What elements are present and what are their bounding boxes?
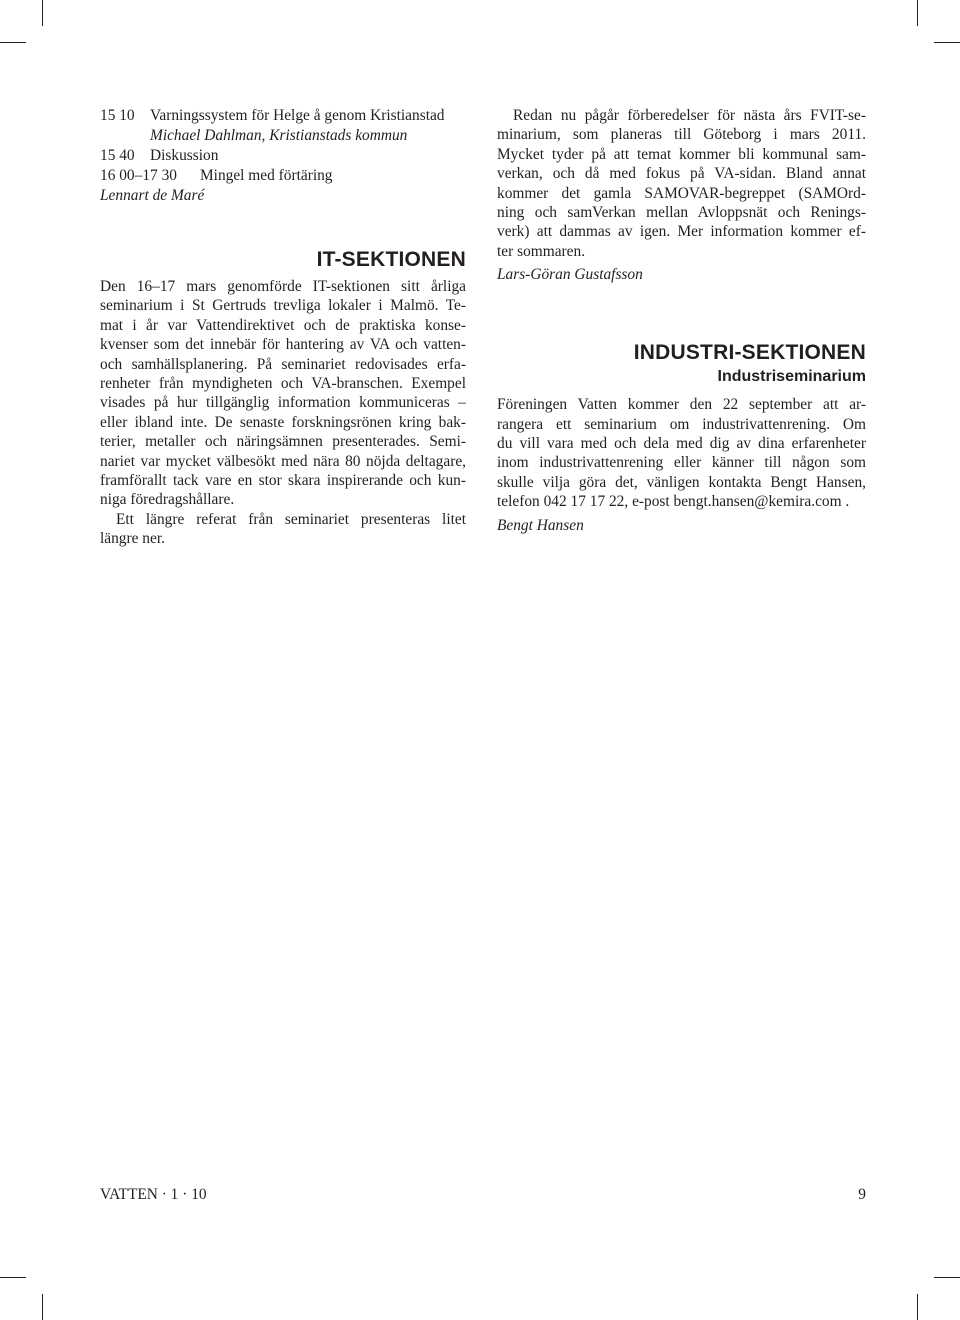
text-line: du vill vara med och dela med dig av dina erfarenheter xyxy=(497,435,866,453)
journal-issue: VATTEN · 1 · 10 xyxy=(100,1186,207,1203)
text-line: framförallt tack vare en stor skara inspirerande och kun- xyxy=(100,472,466,490)
program-title: Varningssystem för Helge å genom Kristianstad xyxy=(150,107,445,124)
text-line: Den 16–17 mars genomförde IT-sektionen sitt årliga xyxy=(100,278,466,295)
text-line: renheter från myndigheten och VA-branschen. Exempel xyxy=(100,375,466,393)
crop-mark xyxy=(42,0,43,26)
text-line: inom industrivattenrening eller känner till någon som xyxy=(497,454,866,472)
program-title: Diskussion xyxy=(150,147,219,164)
text-line: Mycket tyder på att temat kommer bli kommunal sam- xyxy=(497,145,866,163)
text-line: Redan nu pågår förberedelser för nästa års FVIT-se- xyxy=(513,107,866,124)
crop-mark xyxy=(0,1277,26,1278)
program-list xyxy=(100,106,466,186)
program-item xyxy=(100,166,466,186)
program-item xyxy=(100,106,466,126)
left-column xyxy=(100,106,466,549)
text-line: visades på hur tillgänglig information kommuniceras – xyxy=(100,394,466,412)
crop-mark xyxy=(917,0,918,26)
program-item xyxy=(100,146,466,166)
crop-mark xyxy=(934,1277,960,1278)
text-line: Föreningen Vatten kommer den 22 september att ar- xyxy=(497,396,866,414)
text-line: verk) att dammas av igen. Mer information kommer ef- xyxy=(497,223,866,241)
it-section-title: IT-SEKTIONEN xyxy=(316,248,466,271)
crop-mark xyxy=(0,42,26,43)
text-line: nariet var mycket välbesökt med nära 80 nöjda deltagare, xyxy=(100,452,466,470)
industri-section-title: INDUSTRI-SEKTIONEN xyxy=(633,341,866,365)
text-line: niga föredragshållare. xyxy=(100,491,235,509)
page-footer xyxy=(100,1186,866,1204)
program-time: 15 40 xyxy=(100,147,135,164)
text-line: telefon 042 17 17 22, e-post bengt.hansen@kemira.com . xyxy=(497,493,850,511)
it-section-signature: Lars-Göran Gustafsson xyxy=(497,266,643,284)
text-line: mat i år var Vattendirektivet och de praktiska konse- xyxy=(100,316,466,334)
page-number: 9 xyxy=(858,1186,866,1203)
text-line: och samhällsplanering. På seminariet redovisades erfa- xyxy=(100,355,466,373)
text-line: terier, metaller och näringsämnen presenterades. Semi- xyxy=(100,433,466,451)
program-speaker: Michael Dahlman, Kristianstads kommun xyxy=(150,127,408,144)
it-section-paragraph xyxy=(100,510,466,549)
text-line: ter sommaren. xyxy=(497,242,586,260)
crop-mark xyxy=(917,1294,918,1320)
text-line: rangera ett seminarium om industrivattenrening. Om xyxy=(497,415,866,433)
text-line: minarium, som planeras till Göteborg i mars 2011. xyxy=(497,126,866,144)
text-line: kvenser som det innebär för hantering av VA och vatten- xyxy=(100,336,466,354)
program-time: 15 10 xyxy=(100,107,135,124)
industri-section-paragraph xyxy=(497,395,866,511)
program-time: 16 00–17 30 xyxy=(100,167,177,184)
text-line: kommer det gamla SAMOVAR-begreppet (SAMOrd- xyxy=(497,184,866,202)
crop-mark xyxy=(42,1294,43,1320)
text-line: eller ibland inte. De senaste forskningsrönen kring bak- xyxy=(100,413,466,431)
text-line: ning och samVerkan mellan Avloppsnät och Renings- xyxy=(497,204,866,222)
it-section-paragraph xyxy=(497,106,866,261)
text-line: verkan, och då med fokus på VA-sidan. Bland annat xyxy=(497,165,866,183)
industri-section-signature: Bengt Hansen xyxy=(497,516,584,534)
crop-mark xyxy=(934,42,960,43)
text-line: skulle vilja göra det, vänligen kontakta Bengt Hansen, xyxy=(497,473,866,491)
it-section-paragraph xyxy=(100,277,466,510)
right-column xyxy=(497,106,866,536)
text-line: Ett längre referat från seminariet presenteras litet xyxy=(116,510,466,528)
program-signature: Lennart de Maré xyxy=(100,187,205,204)
industri-section-subtitle: Industriseminarium xyxy=(717,368,866,386)
text-line: seminarium i St Gertruds trevliga lokaler i Malmö. Te- xyxy=(100,297,466,315)
text-line: längre ner. xyxy=(100,530,165,548)
program-title: Mingel med förtäring xyxy=(200,167,333,184)
